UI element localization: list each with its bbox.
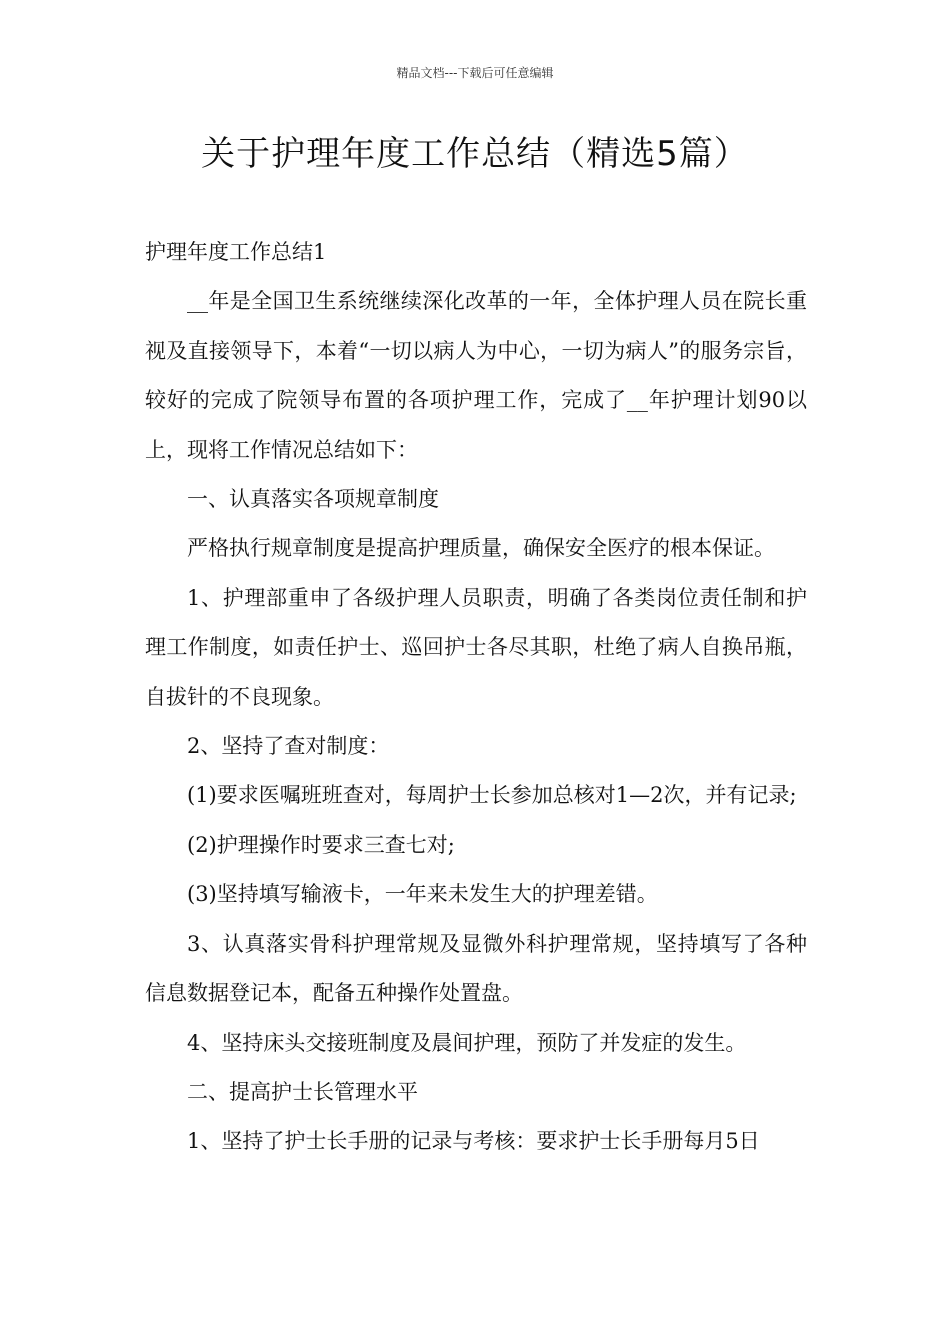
document-title: 关于护理年度工作总结（精选5篇） [201,134,749,174]
paragraph: (3)坚持填写输液卡，一年来未发生大的护理差错。 [187,882,658,907]
paragraph: (2)护理操作时要求三查七对; [187,832,455,857]
paragraph: 3、认真落实骨科护理常规及显微外科护理常规，坚持填写了各种信息数据登记本，配备五种操作处置盘。 [145,931,807,1006]
header-note: 精品文档---下载后可任意编辑 [396,66,554,80]
paragraph: __年是全国卫生系统继续深化改革的一年，全体护理人员在院长重视及直接领导下，本着“一切以病人为中心，一切为病人”的服务宗旨，较好的完成了院领导布置的各项护理工作，完成了__年护理计划90以上，现将工作情况总结如下： [145,289,807,462]
paragraph: 1、护理部重申了各级护理人员职责，明确了各类岗位责任制和护理工作制度，如责任护士、巡回护士各尽其职，杜绝了病人自换吊瓶，自拔针的不良现象。 [145,585,807,709]
section-heading: 护理年度工作总结1 [145,240,327,264]
paragraph: 4、坚持床头交接班制度及晨间护理，预防了并发症的发生。 [187,1030,747,1055]
paragraph: 严格执行规章制度是提高护理质量，确保安全医疗的根本保证。 [187,536,775,561]
document-body [145,228,807,1167]
paragraph: 2、坚持了查对制度： [187,734,390,759]
paragraph: 1、坚持了护士长手册的记录与考核：要求护士长手册每月5日 [187,1129,760,1154]
subsection-heading: 二、提高护士长管理水平 [187,1079,418,1104]
subsection-heading: 一、认真落实各项规章制度 [187,487,439,512]
paragraph: (1)要求医嘱班班查对，每周护士长参加总核对1—2次，并有记录; [187,783,797,808]
